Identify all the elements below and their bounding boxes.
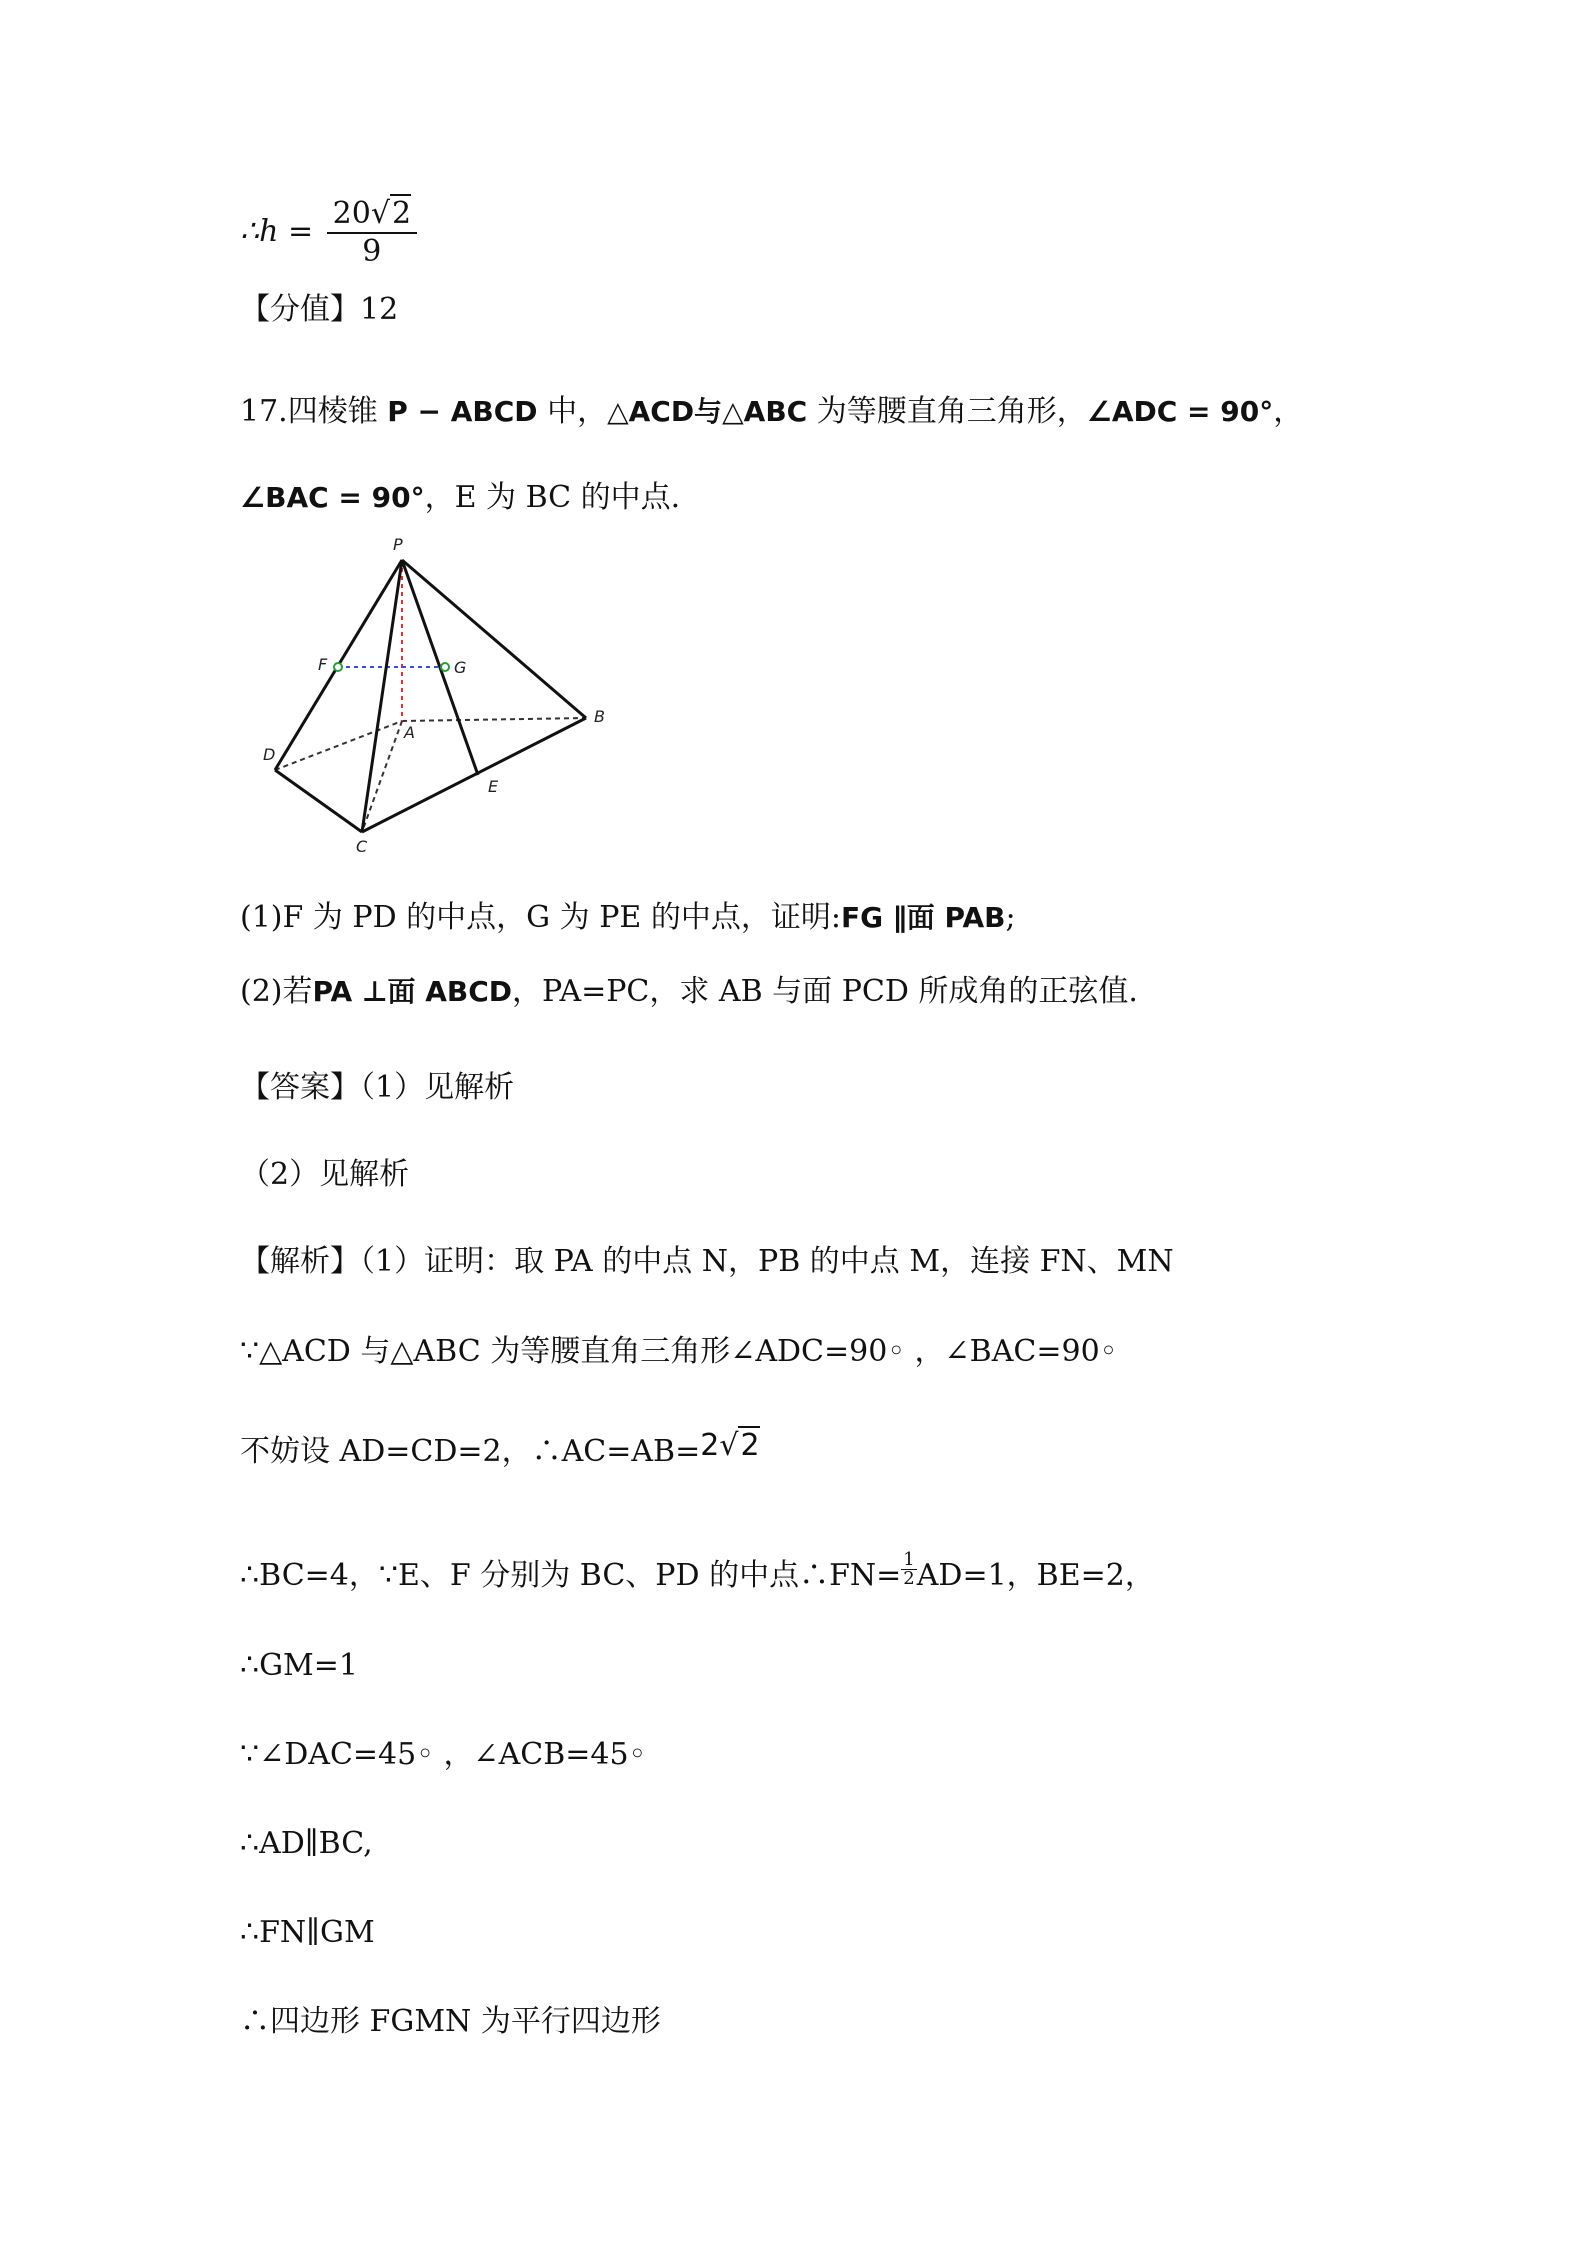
label-p: P	[393, 535, 403, 554]
analysis-line-7: ∴AD∥BC,	[240, 1826, 373, 1861]
analysis-line-2: ∵△ACD 与△ABC 为等腰直角三角形∠ADC=90◦ ，∠BAC=90◦	[240, 1334, 1118, 1369]
angle-bac: ∠BAC = 90°	[240, 481, 425, 514]
angle-adc: ∠ADC = 90°	[1086, 395, 1274, 428]
question-line-1	[240, 392, 1303, 432]
score-line: 【分值】12	[240, 292, 399, 327]
edge-da-hidden	[275, 721, 402, 770]
analysis-text: 不妨设 AD=CD=2，∴AC=AB=	[240, 1434, 701, 1469]
question-text: 为等腰直角三角形，	[816, 394, 1087, 429]
question-line-2	[240, 478, 680, 518]
question-text: 中，	[547, 394, 608, 429]
subquestion-1	[240, 898, 1016, 938]
answer-line-1: 【答案】（1）见解析	[240, 1070, 515, 1105]
label-c: C	[356, 837, 368, 856]
h-radicand: 2	[391, 196, 412, 231]
edge-ab-hidden	[402, 718, 586, 721]
label-d: D	[263, 745, 276, 764]
label-b: B	[594, 707, 605, 726]
question-text: ，E 为 BC 的中点.	[424, 480, 681, 515]
analysis-line-3	[240, 1428, 760, 1472]
analysis-text: AD=1，BE=2，	[916, 1558, 1155, 1593]
h-denominator: 9	[362, 234, 382, 269]
analysis-line-4	[240, 1548, 1155, 1596]
analysis-text: ∴BC=4，∵E、F 分别为 BC、PD 的中点∴FN=	[240, 1558, 902, 1593]
question-text: ，	[1273, 394, 1304, 429]
subquestion-text: (2)若	[240, 974, 313, 1009]
ab-value: 2√2	[700, 1428, 760, 1463]
analysis-line-9: ∴四边形 FGMN 为平行四边形	[240, 2004, 661, 2039]
triangle-abc: △ABC	[722, 395, 808, 428]
analysis-line-1: 【解析】（1）证明：取 PA 的中点 N，PB 的中点 M，连接 FN、MN	[240, 1244, 1174, 1279]
question-text: 与	[694, 395, 723, 428]
fg-parallel-pab: FG ∥面 PAB	[840, 901, 1006, 934]
edge-cb	[362, 718, 586, 832]
half-num: 1	[903, 1548, 915, 1570]
label-f: F	[318, 655, 328, 674]
triangle-acd: △ACD	[607, 395, 695, 428]
question-number: 17.四棱锥	[240, 394, 378, 429]
h-numerator: 20	[332, 196, 371, 231]
subquestion-text: ;	[1005, 900, 1016, 935]
analysis-line-8: ∴FN∥GM	[240, 1915, 375, 1950]
label-g: G	[454, 658, 467, 677]
analysis-line-5: ∴GM=1	[240, 1648, 358, 1683]
half-fraction	[901, 1548, 916, 1589]
h-fraction: $\frac{20√2}{9}$	[327, 196, 417, 270]
half-den: 2	[903, 1567, 915, 1589]
point-f	[334, 663, 342, 671]
ab-coef: 2	[700, 1428, 720, 1463]
ab-radicand: 2	[740, 1428, 760, 1463]
pyramid-name: P − ABCD	[387, 395, 538, 428]
edge-pc	[362, 560, 402, 832]
h-equation	[240, 196, 421, 270]
h-prefix: ∴h =	[240, 214, 314, 249]
pa-perp-abcd: PA ⊥面 ABCD	[312, 975, 513, 1008]
point-g	[441, 663, 449, 671]
edge-dc	[275, 770, 362, 832]
subquestion-text: ，PA=PC，求 AB 与面 PCD 所成角的正弦值.	[512, 974, 1138, 1009]
pyramid-figure	[250, 530, 630, 865]
subquestion-text: (1)F 为 PD 的中点，G 为 PE 的中点，证明:	[240, 900, 841, 935]
analysis-line-6: ∵∠DAC=45◦ ，∠ACB=45◦	[240, 1737, 647, 1772]
label-e: E	[488, 777, 499, 796]
answer-line-2: （2）见解析	[240, 1157, 410, 1192]
subquestion-2	[240, 972, 1138, 1012]
label-a: A	[404, 723, 415, 742]
